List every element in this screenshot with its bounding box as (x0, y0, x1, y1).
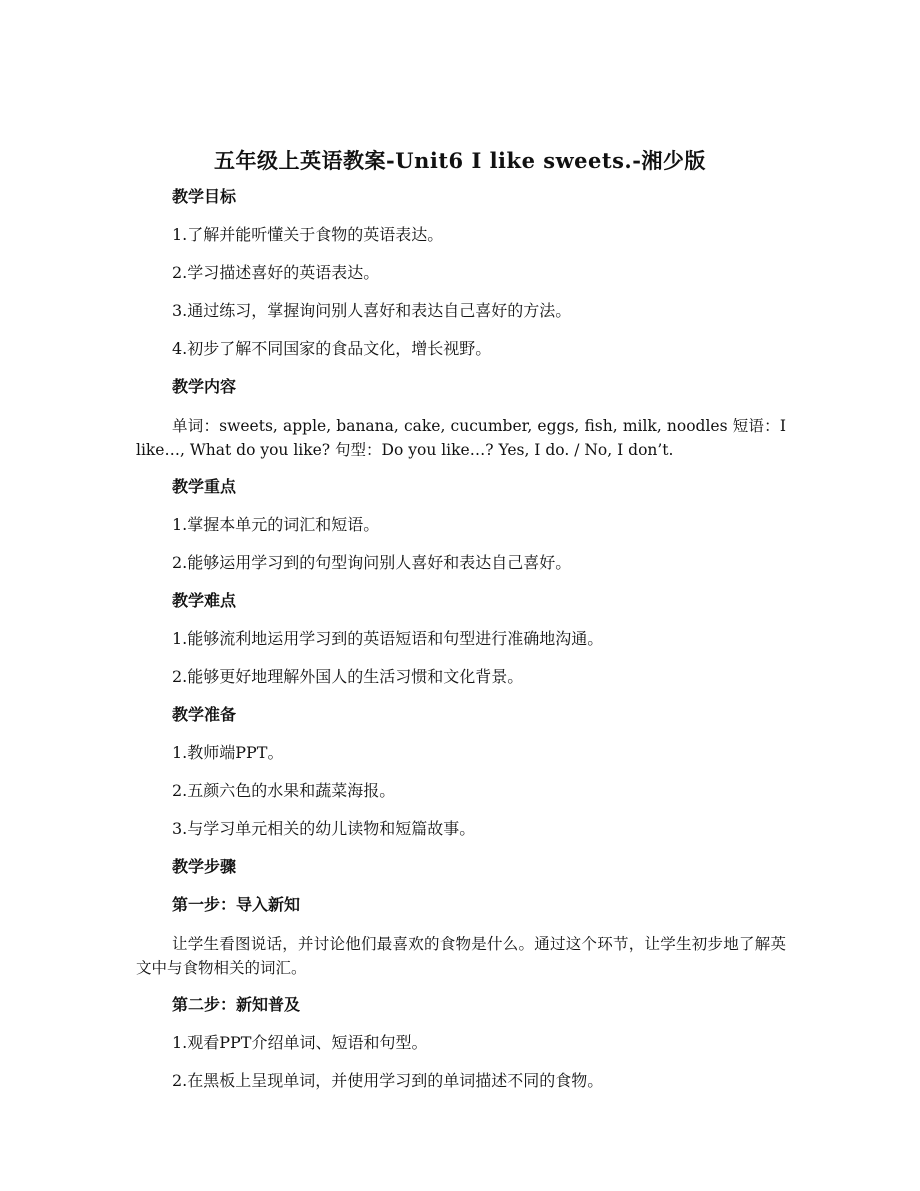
difficulty-item: 1.能够流利地运用学习到的英语短语和句型进行准确地沟通。 (172, 629, 604, 648)
section-heading-difficulties: 教学难点 (172, 591, 237, 610)
section-heading-steps: 教学步骤 (172, 857, 237, 876)
content-paragraph: 单词：sweets, apple, banana, cake, cucumber, eggs, fish, milk, noodles 短语：I like…, What do you like? 句型：Do you like…? Yes, I do. / No, I don’t. (136, 417, 786, 459)
page-title: 五年级上英语教案-Unit6 I like sweets.-湘少版 (214, 148, 706, 173)
goal-item: 4.初步了解不同国家的食品文化，增长视野。 (172, 339, 492, 358)
section-heading-key-points: 教学重点 (172, 477, 237, 496)
goal-item: 2.学习描述喜好的英语表达。 (172, 263, 380, 282)
section-heading-content: 教学内容 (172, 377, 237, 396)
goal-item: 3.通过练习，掌握询问别人喜好和表达自己喜好的方法。 (172, 301, 572, 320)
step1-heading: 第一步：导入新知 (172, 895, 301, 914)
step1-paragraph: 让学生看图说话，并讨论他们最喜欢的食物是什么。通过这个环节，让学生初步地了解英文中与食物相关的词汇。 (136, 935, 786, 977)
preparation-item: 3.与学习单元相关的幼儿读物和短篇故事。 (172, 819, 476, 838)
step2-item: 1.观看PPT介绍单词、短语和句型。 (172, 1033, 428, 1052)
preparation-item: 1.教师端PPT。 (172, 743, 284, 762)
goal-item: 1.了解并能听懂关于食物的英语表达。 (172, 225, 444, 244)
section-heading-preparation: 教学准备 (172, 705, 237, 724)
key-point-item: 2.能够运用学习到的句型询问别人喜好和表达自己喜好。 (172, 553, 572, 572)
key-point-item: 1.掌握本单元的词汇和短语。 (172, 515, 380, 534)
step2-item: 2.在黑板上呈现单词，并使用学习到的单词描述不同的食物。 (172, 1071, 604, 1090)
difficulty-item: 2.能够更好地理解外国人的生活习惯和文化背景。 (172, 667, 524, 686)
document-body (136, 186, 786, 1108)
section-heading-goals: 教学目标 (172, 187, 237, 206)
preparation-item: 2.五颜六色的水果和蔬菜海报。 (172, 781, 396, 800)
step2-heading: 第二步：新知普及 (172, 995, 301, 1014)
